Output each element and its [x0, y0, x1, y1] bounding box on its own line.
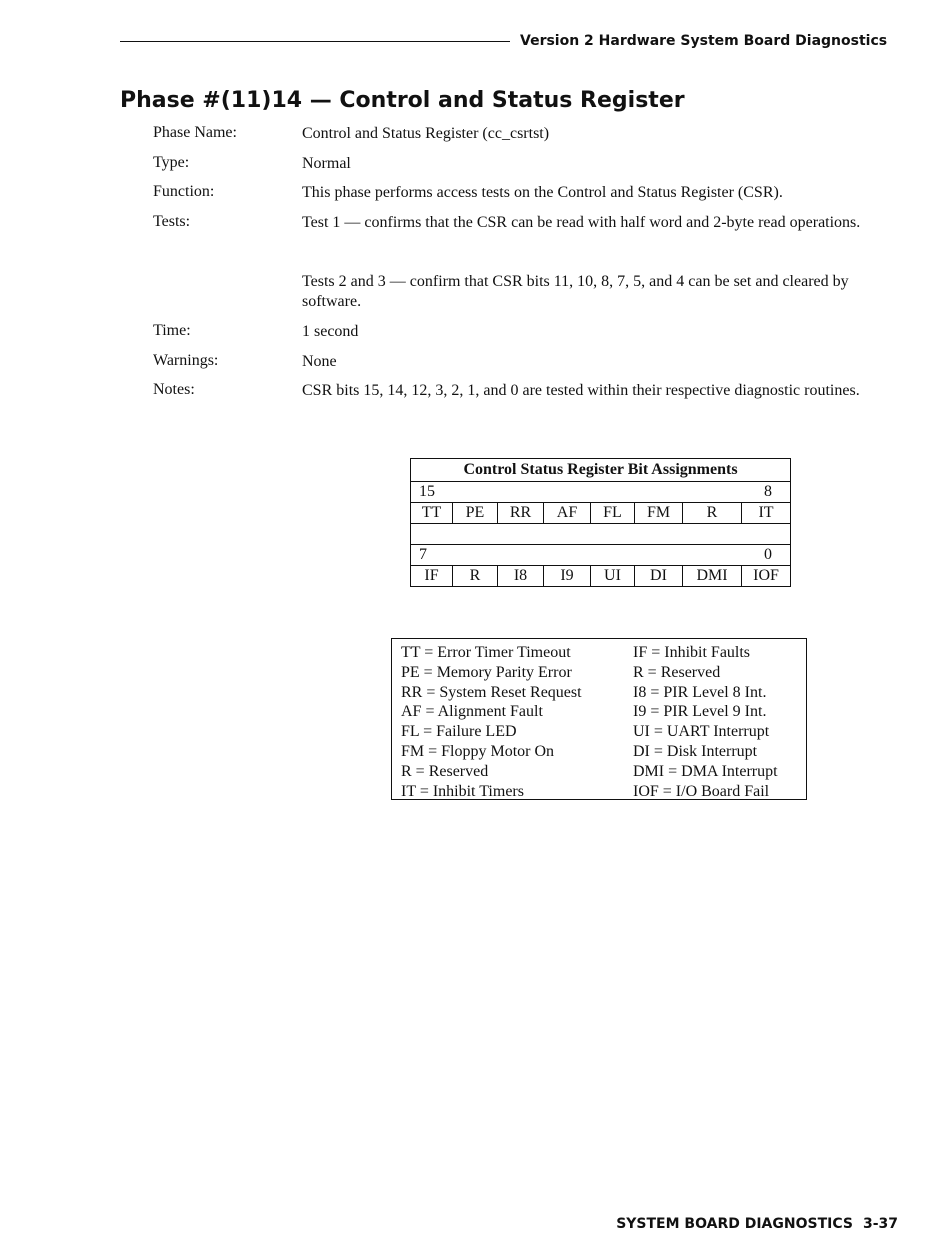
legend-item: FM = Floppy Motor On: [401, 742, 555, 760]
page-title: Phase #(11)14 — Control and Status Register: [120, 88, 685, 113]
bit-cell: UI: [591, 566, 635, 587]
legend-item: R = Reserved: [633, 663, 721, 681]
bit-cell: PE: [453, 503, 498, 524]
bit-legend: [391, 638, 807, 800]
legend-item: FL = Failure LED: [401, 723, 517, 741]
field-value-time: 1 second: [302, 323, 359, 340]
legend-item: AF = Alignment Fault: [401, 703, 543, 721]
legend-item: DMI = DMA Interrupt: [633, 762, 778, 780]
bit-cell: R: [683, 503, 742, 524]
bit-range-low-start: 7: [411, 545, 591, 566]
legend-item: PE = Memory Parity Error: [401, 663, 572, 681]
bit-cell: RR: [498, 503, 544, 524]
legend-item: I8 = PIR Level 8 Int.: [633, 683, 767, 701]
legend-item: TT = Error Timer Timeout: [401, 644, 571, 661]
field-value-phase-name: Control and Status Register (cc_csrtst): [302, 125, 550, 142]
running-header: Version 2 Hardware System Board Diagnostics: [520, 33, 888, 49]
bit-cell: TT: [411, 503, 453, 524]
legend-column-low: [633, 643, 778, 801]
bit-cell: I8: [498, 566, 544, 587]
legend-item: DI = Disk Interrupt: [633, 742, 758, 760]
bit-range-high-start: 15: [411, 482, 591, 503]
bit-range-low-end: 0: [591, 545, 791, 566]
legend-item: IT = Inhibit Timers: [401, 782, 524, 800]
bit-cell: FL: [591, 503, 635, 524]
page-number: 3-37: [862, 1216, 898, 1232]
bit-range-high-end: 8: [591, 482, 791, 503]
footer-section: SYSTEM BOARD DIAGNOSTICS: [616, 1216, 853, 1232]
field-value-test-1: Test 1 — confirms that the CSR can be read with half word and 2-byte read operations.: [302, 214, 861, 231]
high-bits-row: [411, 503, 791, 524]
field-value-tests-2-3: Tests 2 and 3 — confirm that CSR bits 11, 10, 8, 7, 5, and 4 can be set and cleared by software.: [302, 273, 849, 310]
legend-item: IOF = I/O Board Fail: [633, 782, 770, 800]
bit-table-title: Control Status Register Bit Assignments: [411, 459, 791, 482]
legend-item: RR = System Reset Request: [401, 683, 582, 701]
bit-cell: IF: [411, 566, 453, 587]
field-label-warnings: Warnings:: [153, 352, 219, 369]
header-rule: [120, 41, 510, 42]
field-value-type: Normal: [302, 155, 351, 172]
field-value-function: This phase performs access tests on the Control and Status Register (CSR).: [302, 184, 783, 201]
field-label-notes: Notes:: [153, 381, 195, 398]
bit-cell: I9: [544, 566, 591, 587]
legend-item: UI = UART Interrupt: [633, 723, 770, 741]
field-value-notes: CSR bits 15, 14, 12, 3, 2, 1, and 0 are tested within their respective diagnostic routines.: [302, 382, 860, 399]
page-footer: [606, 1216, 898, 1232]
field-label-function: Function:: [153, 183, 215, 200]
legend-item: R = Reserved: [401, 762, 489, 780]
blank-separator-row: [411, 524, 791, 545]
csr-bit-table: [410, 458, 791, 587]
bit-cell: DI: [635, 566, 683, 587]
bit-cell: IT: [742, 503, 791, 524]
field-label-tests: Tests:: [153, 213, 191, 230]
bit-cell: FM: [635, 503, 683, 524]
bit-cell: DMI: [683, 566, 742, 587]
field-label-type: Type:: [153, 154, 190, 171]
field-label-phase-name: Phase Name:: [153, 124, 237, 141]
field-value-warnings: None: [302, 353, 337, 370]
bit-cell: IOF: [742, 566, 791, 587]
legend-column-high: [401, 643, 582, 801]
legend-item: I9 = PIR Level 9 Int.: [633, 703, 767, 721]
legend-item: IF = Inhibit Faults: [633, 644, 751, 661]
bit-cell: AF: [544, 503, 591, 524]
field-label-time: Time:: [153, 322, 191, 339]
low-bits-row: [411, 566, 791, 587]
bit-cell: R: [453, 566, 498, 587]
